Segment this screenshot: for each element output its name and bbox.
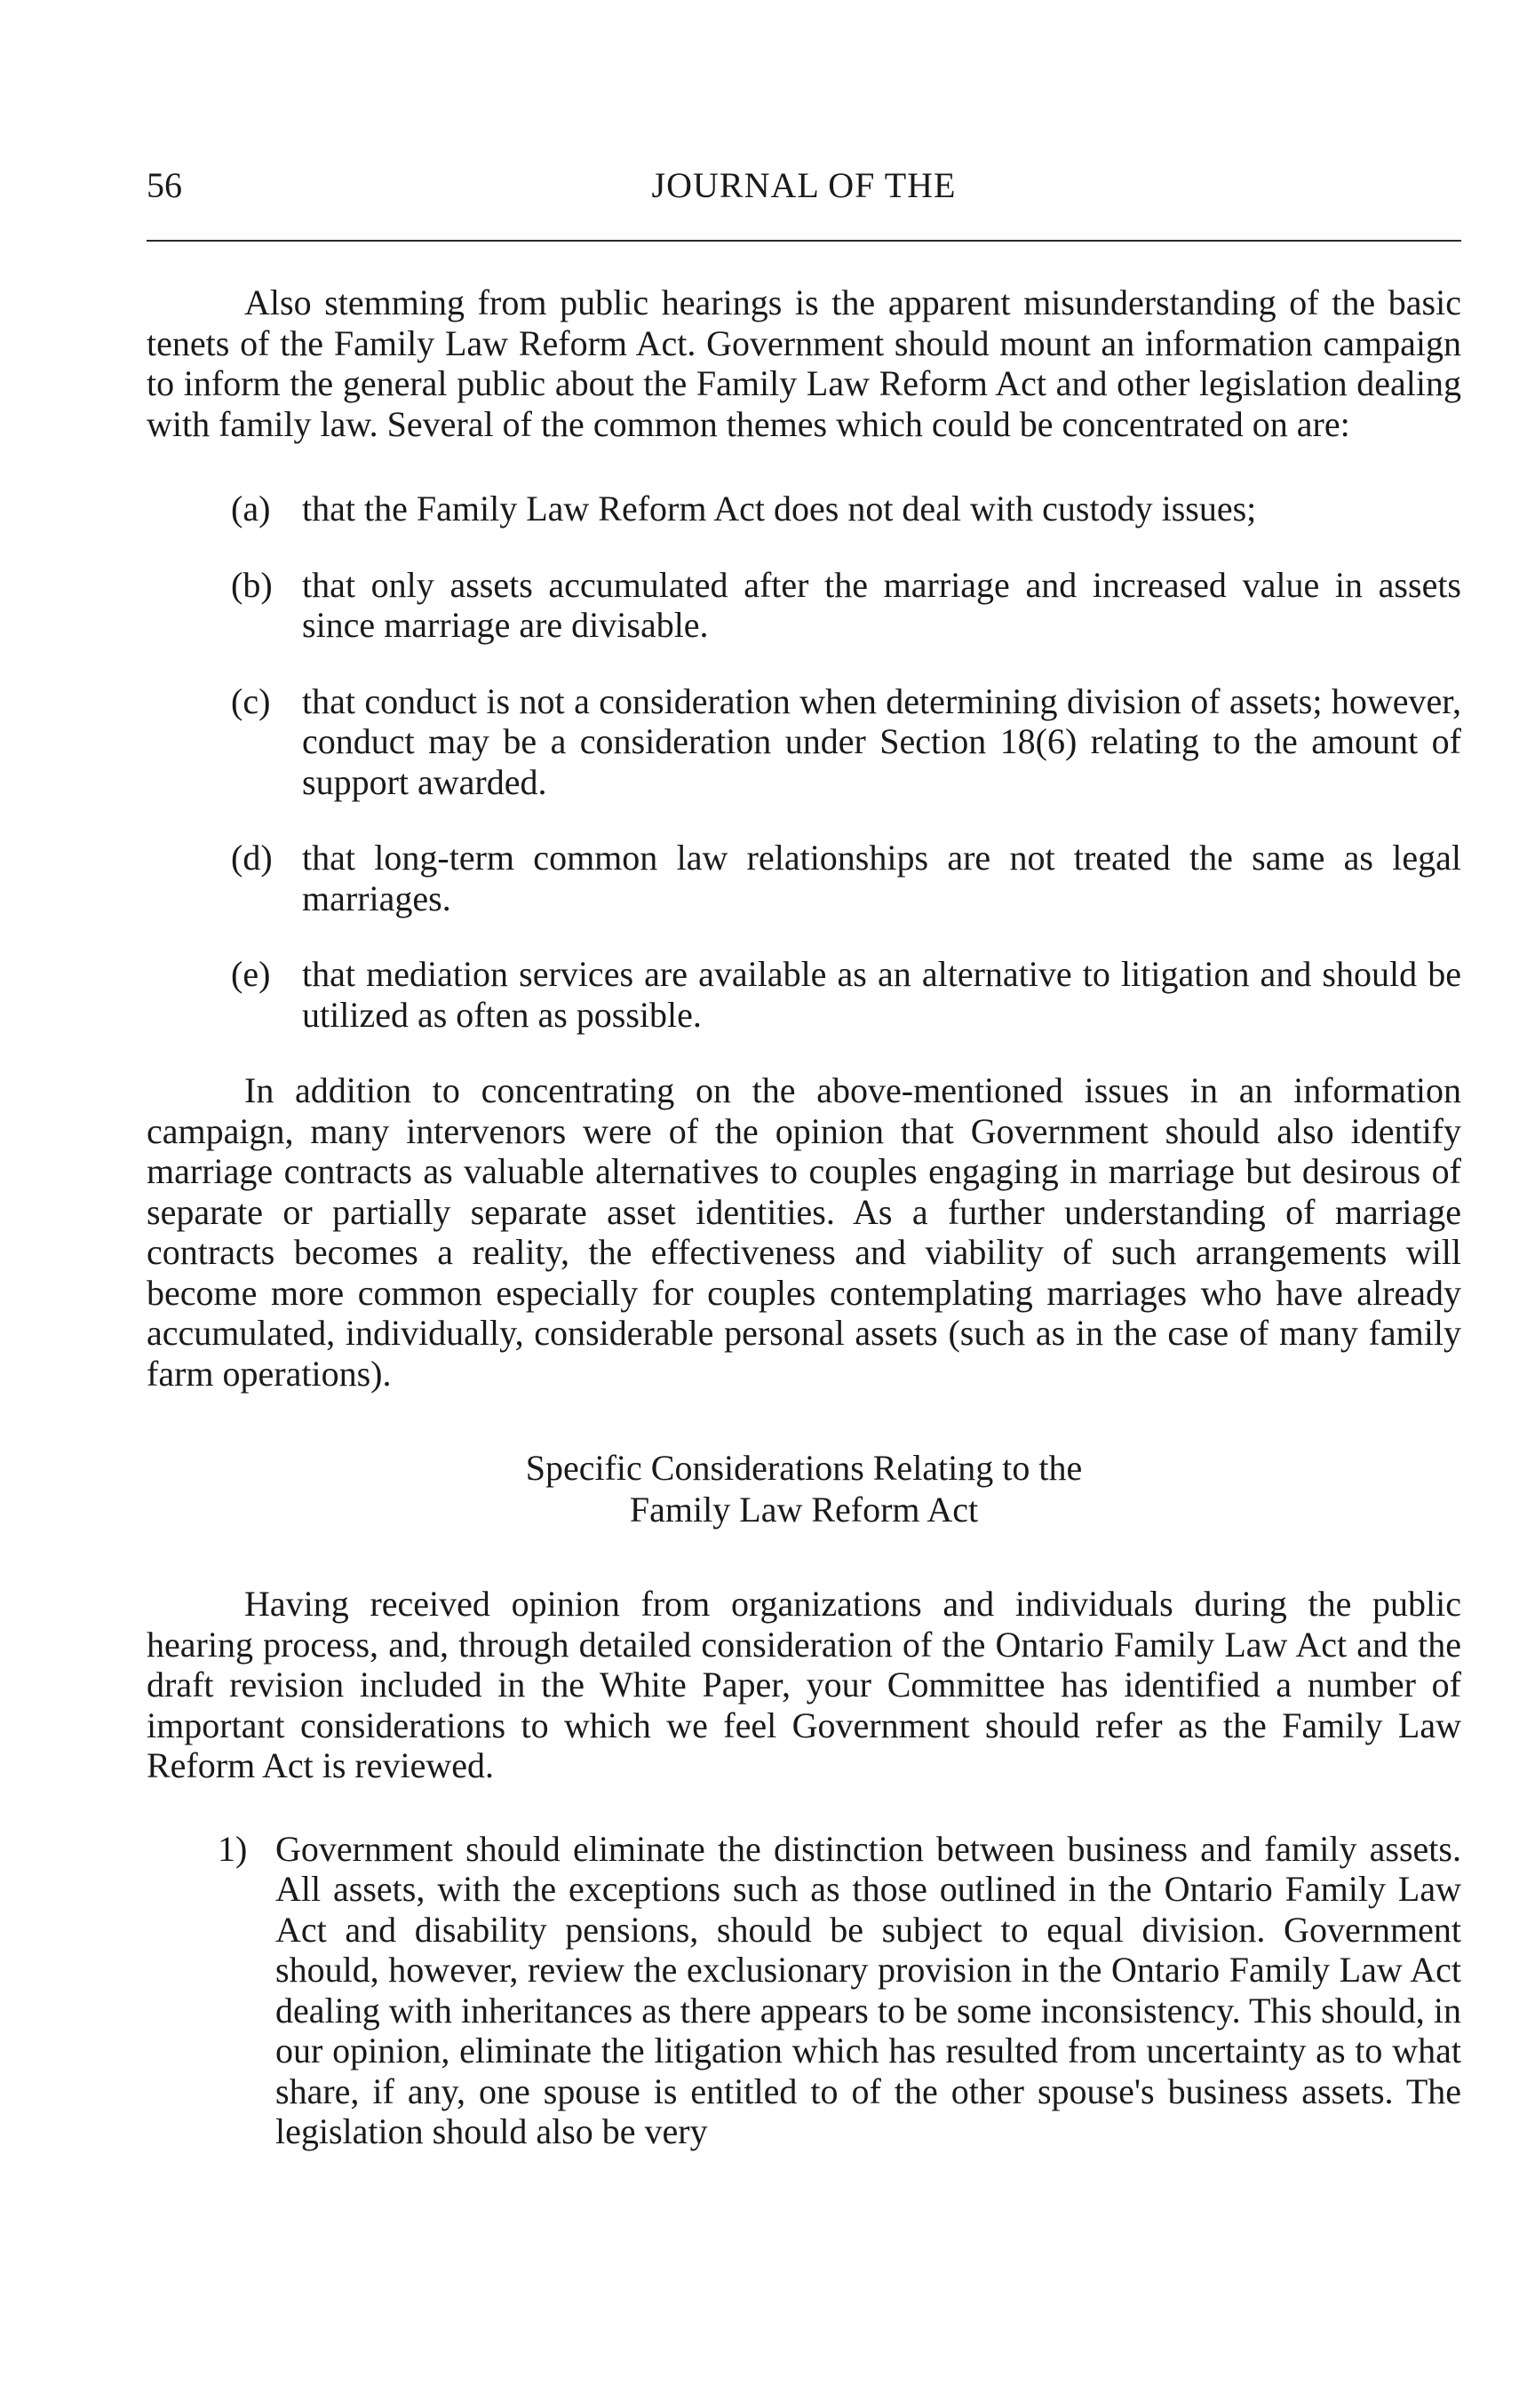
consideration-item (147, 1829, 1461, 2152)
theme-item (147, 838, 1461, 918)
theme-text: that the Family Law Reform Act does not deal with custody issues; (302, 489, 1257, 528)
theme-marker: (c) (231, 680, 271, 721)
theme-marker: (a) (231, 489, 271, 528)
section-heading (147, 1447, 1461, 1530)
intro-paragraph: Also stemming from public hearings is the apparent misunderstanding of the basic tenets of the Family Law Reform Act. Government should mount an information campaign to inform the general public about the Family Law Reform Act and other legislation dealing with family law. Several of the common themes which could be concentrated on are: (147, 282, 1461, 444)
themes-list (147, 489, 1461, 1035)
theme-item (147, 954, 1461, 1035)
page-number: 56 (147, 165, 182, 205)
theme-text: that only assets accumulated after the marriage and increased value in assets since marriage are divisable. (302, 564, 1461, 645)
second-paragraph: In addition to concentrating on the above-mentioned issues in an information campaign, many intervenors were of the opinion that Government should also identify marriage contracts as valuable alternatives to couples engaging in marriage but desirous of separate or partially separate asset identities. As a further understanding of marriage contracts becomes a reality, the effectiveness and viability of such arrangements will become more common especially for couples contemplating marriages who have already accumulated, individually, considerable personal assets (such as in the case of many family farm operations). (147, 1070, 1461, 1394)
theme-text: that long-term common law relationships are not treated the same as legal marriages. (302, 838, 1461, 918)
theme-text: that mediation services are available as an alternative to litigation and should be utilized as often as possible. (302, 954, 1461, 1035)
third-paragraph: Having received opinion from organizations and individuals during the public hearing process, and, through detailed consideration of the Ontario Family Law Act and the draft revision included in the White Paper, your Committee has identified a number of important considerations to which we feel Government should refer as the Family Law Reform Act is reviewed. (147, 1584, 1461, 1785)
theme-item (147, 681, 1461, 803)
theme-marker: (e) (231, 954, 271, 994)
header-rule (147, 240, 1461, 242)
theme-marker: (b) (231, 564, 273, 605)
journal-title: JOURNAL OF THE (651, 165, 957, 205)
consideration-marker: 1) (218, 1828, 248, 1869)
theme-text: that conduct is not a consideration when determining division of assets; however, conduct may be a consideration under Section 18(6) relating to the amount of support awarded. (302, 680, 1461, 802)
document-body (147, 282, 1461, 2152)
section-heading-line: Family Law Reform Act (629, 1490, 979, 1530)
theme-marker: (d) (231, 838, 273, 878)
section-heading-line: Specific Considerations Relating to the (525, 1448, 1083, 1488)
theme-item (147, 565, 1461, 646)
theme-item (147, 489, 1461, 529)
considerations-list (147, 1829, 1461, 2152)
consideration-text: Government should eliminate the distinction between business and family assets. All assets, with the exceptions such as those outlined in the Ontario Family Law Act and disability pensions, should be subject to equal division. Government should, however, review the exclusionary provision in the Ontario Family Law Act dealing with inheritances as there appears to be some inconsistency. This should, in our opinion, eliminate the litigation which has resulted from uncertainty as to what share, if any, one spouse is entitled to of the other spouse's business assets. The legislation should also be very (275, 1828, 1461, 2151)
running-head (147, 164, 1461, 211)
